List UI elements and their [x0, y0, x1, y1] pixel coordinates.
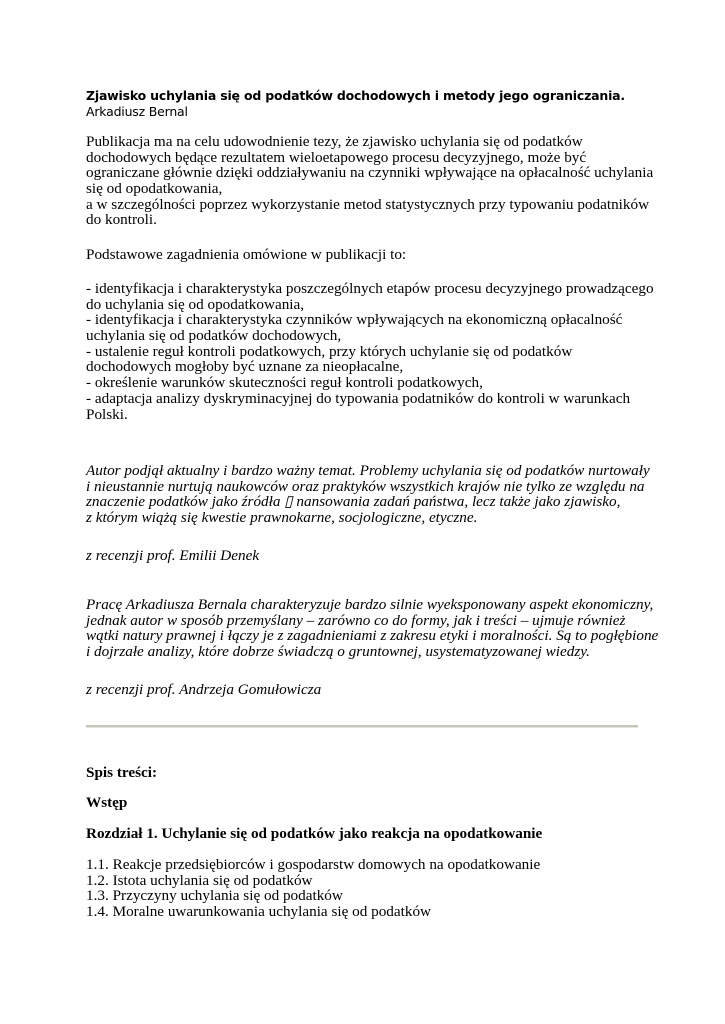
- topic-line: Polski.: [86, 405, 128, 423]
- toc-item: 1.1. Reakcje przedsiębiorców i gospodarstw domowych na opodatkowanie: [86, 856, 541, 873]
- toc-item: 1.2. Istota uchylania się od podatków: [86, 871, 313, 889]
- toc-item: 1.4. Moralne uwarunkowania uchylania się od podatków: [86, 903, 432, 921]
- document-title: Zjawisko uchylania się od podatków dochodowych i metody jego ograniczania.: [86, 88, 625, 103]
- toc-intro: Wstęp: [86, 794, 128, 811]
- intro-line: do kontroli.: [86, 211, 157, 229]
- section-divider: [86, 725, 638, 728]
- topic-line: dochodowych mogłoby być uznane za nieopłacalne,: [86, 358, 404, 376]
- review-line: i nieustannie nurtują naukowców oraz praktyków wszystkich krajów nie tylko ze względu na: [86, 477, 645, 495]
- review-quote-1: [86, 462, 650, 527]
- intro-line: a w szczególności poprzez wykorzystanie metod statystycznych przy typowaniu podatników: [86, 195, 650, 213]
- topics-list: [86, 280, 654, 423]
- intro-line: się od opodatkowania,: [86, 180, 223, 198]
- topic-line: - identyfikacja i charakterystyka poszczególnych etapów procesu decyzyjnego prowadzącego: [86, 280, 654, 297]
- review-line: znaczenie podatków jako źródła ▯ nansowania zadań państwa, lecz także jako zjawisko,: [86, 493, 621, 511]
- document-author: Arkadiusz Bernal: [86, 104, 188, 119]
- intro-line: Publikacja ma na celu udowodnienie tezy, że zjawisko uchylania się od podatków: [86, 133, 583, 150]
- topic-line: - identyfikacja i charakterystyka czynników wpływających na ekonomiczną opłacalność: [86, 311, 623, 329]
- review-line: z którym wiążą się kwestie prawnokarne, socjologiczne, etyczne.: [86, 509, 478, 527]
- review-quote-2: [86, 596, 659, 661]
- review-line: Pracę Arkadiusza Bernala charakteryzuje bardzo silnie wyeksponowany aspekt ekonomiczny,: [86, 596, 654, 613]
- topic-line: do uchylania się od opodatkowania,: [86, 295, 305, 313]
- toc-items: [86, 857, 646, 920]
- topic-line: - adaptacja analizy dyskryminacyjnej do typowania podatników do kontroli w warunkach: [86, 389, 631, 407]
- review-line: Autor podjął aktualny i bardzo ważny temat. Problemy uchylania się od podatków nurtowały: [86, 462, 650, 479]
- intro-paragraph: [86, 133, 654, 229]
- review-source-1: z recenzji prof. Emilii Denek: [86, 547, 260, 564]
- intro-line: dochodowych będące rezultatem wieloetapowego procesu decyzyjnego, może być: [86, 148, 587, 166]
- review-source-2: z recenzji prof. Andrzeja Gomułowicza: [86, 681, 322, 698]
- topic-line: - ustalenie reguł kontroli podatkowych, przy których uchylanie się od podatków: [86, 342, 573, 360]
- review-line: jednak autor w sposób przemyślany – zarówno co do formy, jak i treści – ujmuje również: [86, 611, 626, 629]
- toc-item: 1.3. Przyczyny uchylania się od podatków: [86, 887, 343, 905]
- topics-intro: Podstawowe zagadnienia omówione w publikacji to:: [86, 246, 407, 263]
- intro-line: ograniczane głównie dzięki oddziaływaniu na czynniki wpływające na opłacalność uchylania: [86, 164, 654, 182]
- toc-heading: Spis treści:: [86, 764, 158, 781]
- topic-line: - określenie warunków skuteczności reguł kontroli podatkowych,: [86, 374, 483, 392]
- review-line: i dojrzałe analizy, które dobrze świadczą o gruntownej, usystematyzowanej wiedzy.: [86, 643, 590, 661]
- review-line: wątki natury prawnej i łączy je z zagadnieniami z zakresu etyki i moralności. Są to pogłębione: [86, 627, 659, 645]
- toc-chapter-1: Rozdział 1. Uchylanie się od podatków jako reakcja na opodatkowanie: [86, 825, 543, 842]
- topic-line: uchylania się od podatków dochodowych,: [86, 327, 342, 345]
